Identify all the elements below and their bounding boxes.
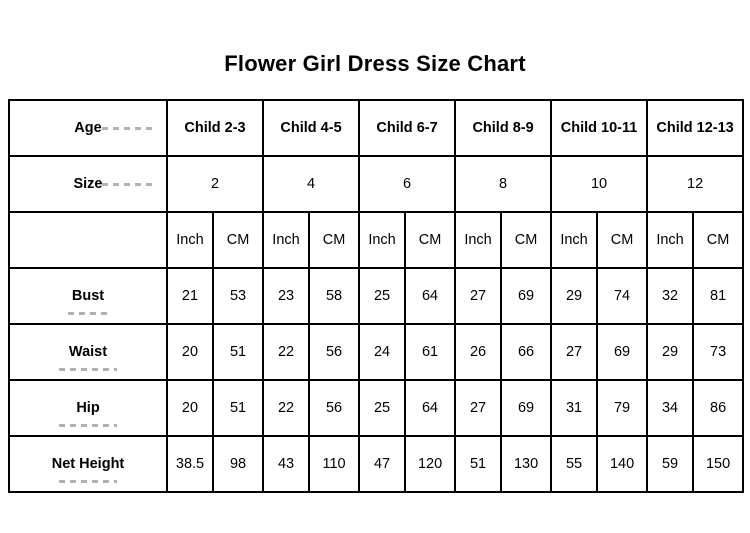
table-row-units <box>9 212 743 268</box>
table-row-hip <box>9 380 743 436</box>
unit-header-inch: Inch <box>359 212 405 268</box>
unit-header-cm: CM <box>309 212 359 268</box>
unit-header-cm: CM <box>405 212 455 268</box>
measurement-cell: 73 <box>693 324 743 380</box>
table-row-bust <box>9 268 743 324</box>
measurement-cell: 64 <box>405 380 455 436</box>
measurement-cell: 31 <box>551 380 597 436</box>
unit-header-inch: Inch <box>551 212 597 268</box>
measurement-cell: 23 <box>263 268 309 324</box>
measurement-cell: 58 <box>309 268 359 324</box>
measurement-cell: 69 <box>501 268 551 324</box>
measurement-cell: 26 <box>455 324 501 380</box>
measurement-cell: 66 <box>501 324 551 380</box>
measurement-cell: 53 <box>213 268 263 324</box>
row-label-age-text: Age <box>74 120 102 136</box>
measurement-cell: 20 <box>167 324 213 380</box>
measurement-cell: 110 <box>309 436 359 492</box>
measurement-cell: 69 <box>597 324 647 380</box>
unit-header-inch: Inch <box>167 212 213 268</box>
measurement-cell: 34 <box>647 380 693 436</box>
measurement-cell: 27 <box>455 380 501 436</box>
measurement-cell: 38.5 <box>167 436 213 492</box>
measurement-cell: 25 <box>359 380 405 436</box>
age-group-cell: Child 2-3 <box>167 100 263 156</box>
scan-artifact <box>59 368 117 371</box>
measurement-cell: 64 <box>405 268 455 324</box>
unit-header-cm: CM <box>597 212 647 268</box>
unit-header-inch: Inch <box>455 212 501 268</box>
measurement-cell: 29 <box>551 268 597 324</box>
measurement-cell: 74 <box>597 268 647 324</box>
measurement-cell: 21 <box>167 268 213 324</box>
row-label-bust <box>9 268 167 324</box>
measurement-cell: 51 <box>213 324 263 380</box>
measurement-cell: 27 <box>455 268 501 324</box>
scan-artifact <box>102 127 154 130</box>
unit-header-cm: CM <box>501 212 551 268</box>
unit-header-cm: CM <box>213 212 263 268</box>
measurement-cell: 22 <box>263 380 309 436</box>
measurement-cell: 27 <box>551 324 597 380</box>
row-label-net-height-text: Net Height <box>51 456 125 472</box>
measurement-cell: 69 <box>501 380 551 436</box>
measurement-cell: 20 <box>167 380 213 436</box>
size-cell: 6 <box>359 156 455 212</box>
measurement-cell: 86 <box>693 380 743 436</box>
unit-header-inch: Inch <box>263 212 309 268</box>
measurement-cell: 51 <box>213 380 263 436</box>
unit-header-inch: Inch <box>647 212 693 268</box>
measurement-cell: 51 <box>455 436 501 492</box>
measurement-cell: 43 <box>263 436 309 492</box>
row-label-hip-text: Hip <box>76 400 100 416</box>
age-group-cell: Child 8-9 <box>455 100 551 156</box>
unit-header-cm: CM <box>693 212 743 268</box>
row-label-size <box>9 156 167 212</box>
size-chart-table-wrapper <box>8 99 742 493</box>
measurement-cell: 55 <box>551 436 597 492</box>
measurement-cell: 24 <box>359 324 405 380</box>
table-row-age <box>9 100 743 156</box>
measurement-cell: 25 <box>359 268 405 324</box>
row-label-units <box>9 212 167 268</box>
measurement-cell: 79 <box>597 380 647 436</box>
measurement-cell: 47 <box>359 436 405 492</box>
size-cell: 4 <box>263 156 359 212</box>
row-label-bust-text: Bust <box>71 288 105 304</box>
size-cell: 8 <box>455 156 551 212</box>
measurement-cell: 56 <box>309 324 359 380</box>
age-group-cell: Child 6-7 <box>359 100 455 156</box>
scan-artifact <box>59 424 117 427</box>
scan-artifact <box>68 312 108 315</box>
size-cell: 2 <box>167 156 263 212</box>
measurement-cell: 56 <box>309 380 359 436</box>
measurement-cell: 32 <box>647 268 693 324</box>
measurement-cell: 61 <box>405 324 455 380</box>
measurement-cell: 120 <box>405 436 455 492</box>
age-group-cell: Child 4-5 <box>263 100 359 156</box>
row-label-net-height <box>9 436 167 492</box>
table-row-net-height <box>9 436 743 492</box>
measurement-cell: 130 <box>501 436 551 492</box>
row-label-age <box>9 100 167 156</box>
measurement-cell: 150 <box>693 436 743 492</box>
measurement-cell: 59 <box>647 436 693 492</box>
table-row-waist <box>9 324 743 380</box>
age-group-cell: Child 12-13 <box>647 100 743 156</box>
measurement-cell: 81 <box>693 268 743 324</box>
scan-artifact <box>102 183 154 186</box>
row-label-waist-text: Waist <box>68 344 108 360</box>
measurement-cell: 22 <box>263 324 309 380</box>
row-label-size-text: Size <box>73 176 103 192</box>
scan-artifact <box>59 480 117 483</box>
measurement-cell: 29 <box>647 324 693 380</box>
measurement-cell: 98 <box>213 436 263 492</box>
size-cell: 10 <box>551 156 647 212</box>
row-label-hip <box>9 380 167 436</box>
page-title: Flower Girl Dress Size Chart <box>224 51 526 76</box>
size-chart-table <box>8 99 744 493</box>
measurement-cell: 140 <box>597 436 647 492</box>
table-row-size <box>9 156 743 212</box>
age-group-cell: Child 10-11 <box>551 100 647 156</box>
size-cell: 12 <box>647 156 743 212</box>
row-label-waist <box>9 324 167 380</box>
